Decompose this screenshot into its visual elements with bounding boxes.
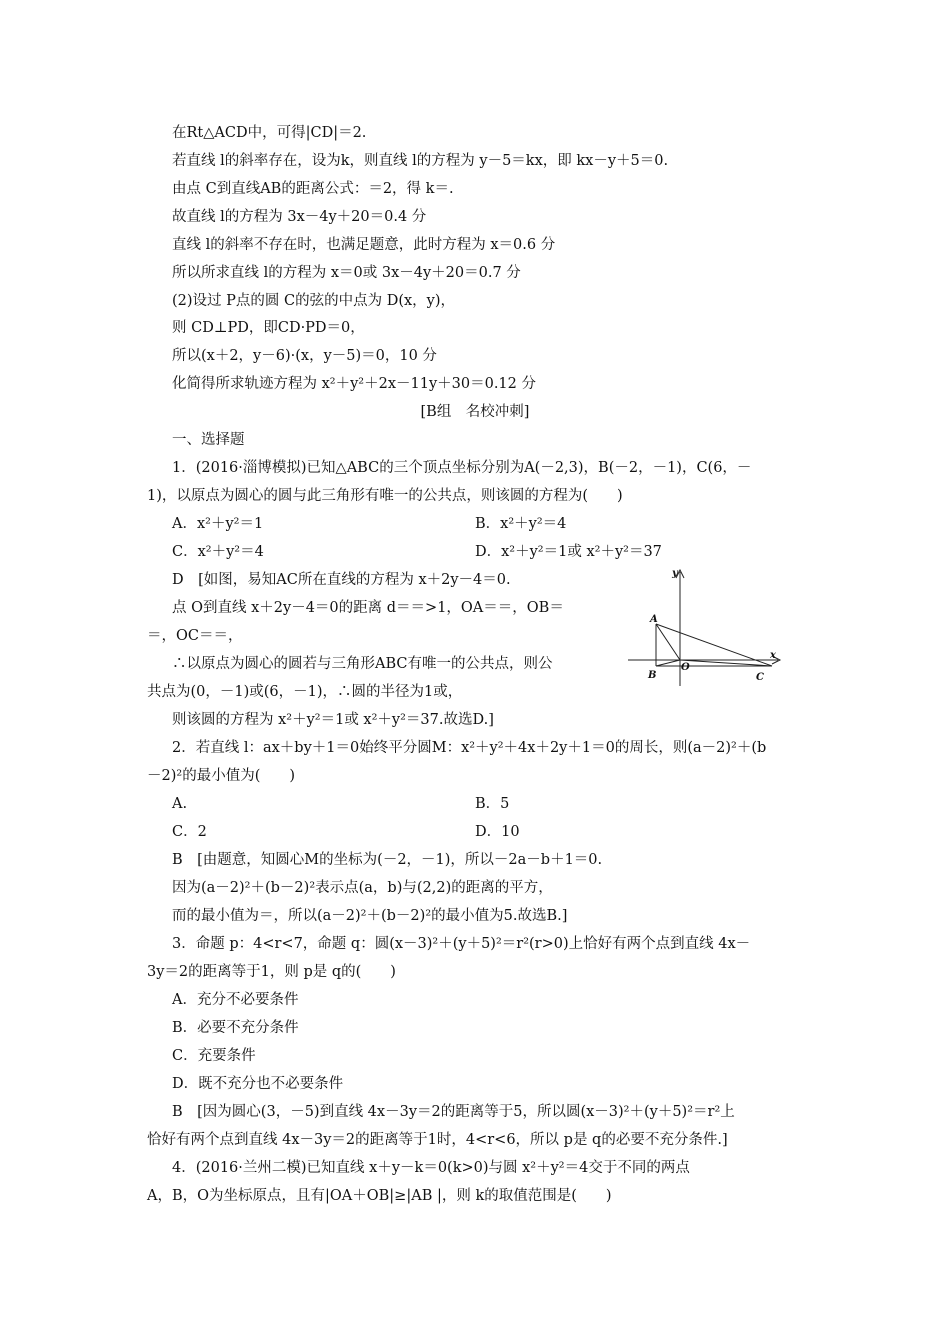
q3-stem: 3．命题 p：4<r<7，命题 q：圆(x－3)²＋(y＋5)²＝r²(r>0)上恰好有两个点到直线 4x－ xyxy=(172,936,751,952)
segment-ob xyxy=(656,660,680,666)
q2-option-c: C．2 xyxy=(172,824,207,840)
label-a: A xyxy=(650,614,658,625)
solution-line: 直线 l的斜率不存在时，也满足题意，此时方程为 x＝0.6 分 xyxy=(172,237,556,253)
label-o: O xyxy=(681,662,690,673)
q2-stem: 2．若直线 l：ax＋by＋1＝0始终平分圆M：x²＋y²＋4x＋2y＋1＝0的周长，则(a－2)²＋(b xyxy=(172,740,767,756)
solution-line: 由点 C到直线AB的距离公式：＝2，得 k＝. xyxy=(172,181,454,197)
q3-solution: B [因为圆心(3，－5)到直线 4x－3y＝2的距离等于5，所以圆(x－3)²＋(y＋5)²＝r²上 xyxy=(172,1104,735,1120)
triangle-figure xyxy=(622,566,792,691)
q1-solution: D [如图，易知AC所在直线的方程为 x＋2y－4＝0. xyxy=(172,572,511,588)
label-b: B xyxy=(648,670,657,681)
section-heading: [B组 名校冲刺] xyxy=(420,404,530,420)
q4-stem: 4．(2016·兰州二模)已知直线 x＋y－k＝0(k>0)与圆 x²＋y²＝4交于不同的两点 xyxy=(172,1160,690,1176)
q1-solution: 共点为(0，－1)或(6，－1)，∴圆的半径为1或， xyxy=(147,684,463,700)
q3-option-d: D．既不充分也不必要条件 xyxy=(172,1076,344,1092)
segment-oa xyxy=(656,624,680,660)
q1-option-c: C．x²＋y²＝4 xyxy=(172,544,264,560)
q3-option-a: A．充分不必要条件 xyxy=(172,992,299,1008)
q1-solution: 点 O到直线 x＋2y－4＝0的距离 d＝＝>1，OA＝＝，OB＝ xyxy=(172,600,564,616)
solution-line: 故直线 l的方程为 3x－4y＋20＝0.4 分 xyxy=(172,209,427,225)
solution-line: 在Rt△ACD中，可得|CD|＝2. xyxy=(172,125,367,141)
q3-stem: 3y＝2的距离等于1，则 p是 q的( ) xyxy=(147,964,396,980)
label-x: x xyxy=(770,650,776,661)
q1-stem: 1)，以原点为圆心的圆与此三角形有唯一的公共点，则该圆的方程为( ) xyxy=(147,488,623,504)
q2-option-b: B．5 xyxy=(475,796,510,812)
solution-line: 若直线 l的斜率存在，设为k，则直线 l的方程为 y－5＝kx，即 kx－y＋5＝0. xyxy=(172,153,669,169)
q2-option-a: A. xyxy=(172,796,188,812)
q3-solution: 恰好有两个点到直线 4x－3y＝2的距离等于1时，4<r<6，所以 p是 q的必要不充分条件.] xyxy=(147,1132,728,1148)
q4-stem: A，B，O为坐标原点，且有|OA＋OB|≥|AB |，则 k的取值范围是( ) xyxy=(147,1188,612,1204)
solution-line: 所以(x＋2，y－6)·(x，y－5)＝0，10 分 xyxy=(172,348,437,364)
q2-solution: 因为(a－2)²＋(b－2)²表示点(a，b)与(2,2)的距离的平方， xyxy=(172,880,553,896)
q3-option-b: B．必要不充分条件 xyxy=(172,1020,299,1036)
q2-option-d: D．10 xyxy=(475,824,520,840)
q3-option-c: C．充要条件 xyxy=(172,1048,256,1064)
q1-solution: ∴以原点为圆心的圆若与三角形ABC有唯一的公共点，则公 xyxy=(172,656,553,672)
section-label: 一、选择题 xyxy=(172,432,245,448)
solution-line: (2)设过 P点的圆 C的弦的中点为 D(x，y)， xyxy=(172,293,456,309)
solution-line: 则 CD⊥PD，即CD·PD＝0， xyxy=(172,320,365,336)
q1-solution: 则该圆的方程为 x²＋y²＝1或 x²＋y²＝37.故选D.] xyxy=(172,712,494,728)
label-y: y xyxy=(672,568,678,579)
q1-option-d: D．x²＋y²＝1或 x²＋y²＝37 xyxy=(475,544,662,560)
solution-line: 所以所求直线 l的方程为 x＝0或 3x－4y＋20＝0.7 分 xyxy=(172,265,521,281)
q2-stem: －2)²的最小值为( ) xyxy=(147,768,296,784)
q2-solution: B [由题意，知圆心M的坐标为(－2，－1)，所以－2a－b＋1＝0. xyxy=(172,852,603,868)
q2-solution: 而的最小值为＝，所以(a－2)²＋(b－2)²的最小值为5.故选B.] xyxy=(172,908,568,924)
label-c: C xyxy=(756,672,764,683)
q1-stem: 1．(2016·淄博模拟)已知△ABC的三个顶点坐标分别为A(－2,3)，B(－2，－1)，C(6，－ xyxy=(172,460,752,476)
q1-option-a: A．x²＋y²＝1 xyxy=(172,516,264,532)
q1-solution: ＝，OC＝＝， xyxy=(147,628,243,644)
solution-line: 化简得所求轨迹方程为 x²＋y²＋2x－11y＋30＝0.12 分 xyxy=(172,376,536,392)
q1-option-b: B．x²＋y²＝4 xyxy=(475,516,567,532)
